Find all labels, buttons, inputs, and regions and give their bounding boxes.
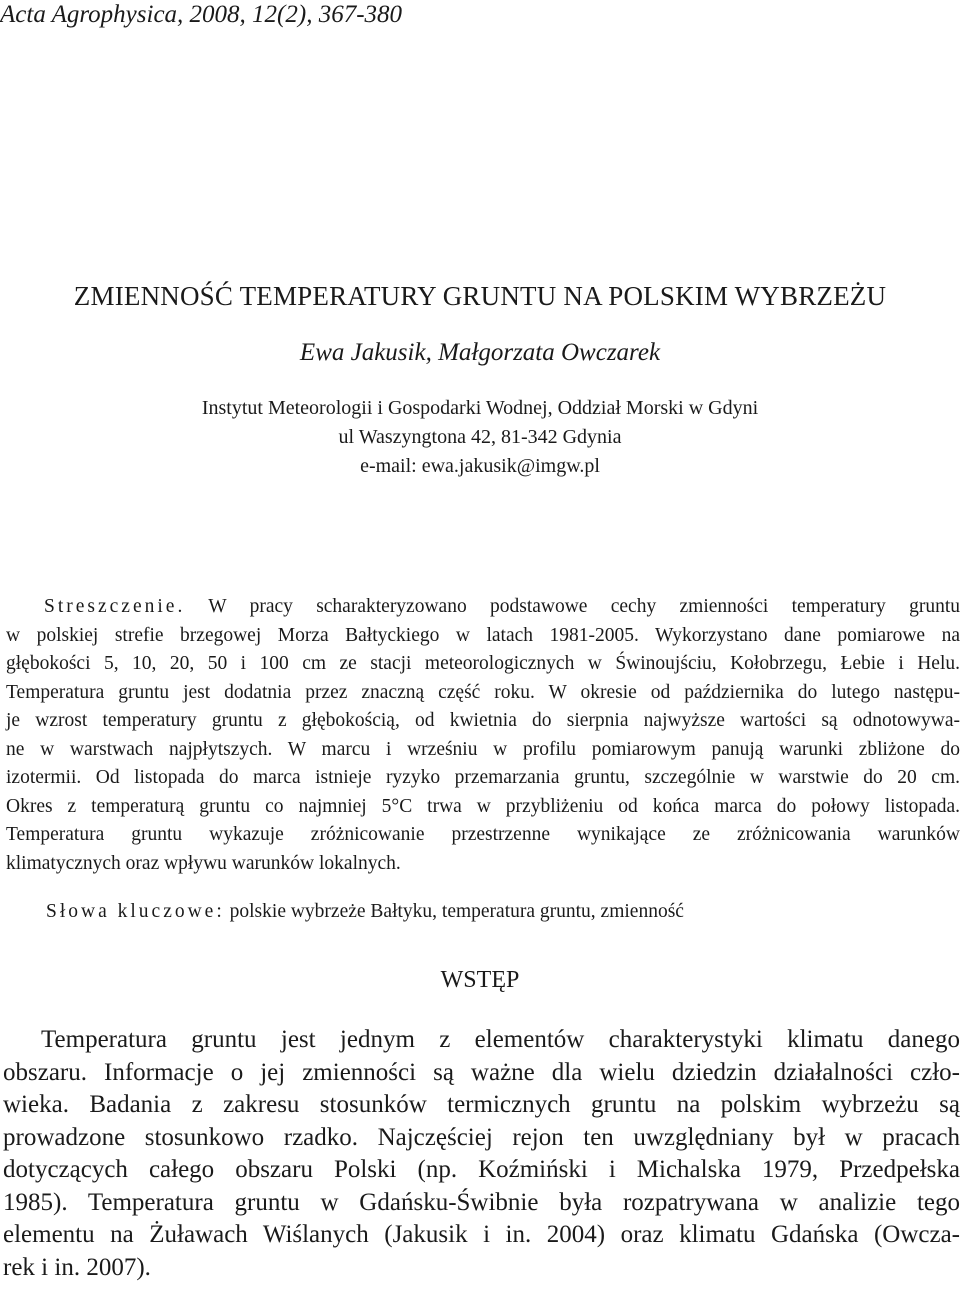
abstract-line	[6, 593, 960, 622]
intro-line: obszaru. Informacje o jej zmienności są ważne dla wielu dziedzin działalności czło-	[3, 1058, 960, 1086]
authors: Ewa Jakusik, Małgorzata Owczarek	[299, 339, 661, 366]
intro-line: dotyczących całego obszaru Polski (np. Koźmiński i Michalska 1979, Przedpełska	[3, 1156, 960, 1183]
abstract-line: ne w warstwach najpłytszych. W marcu i wrześniu w profilu pomiarowym panują warunki zbliżone do	[6, 738, 960, 760]
keywords-text: polskie wybrzeże Bałtyku, temperatura gruntu, zmienność	[229, 901, 684, 922]
intro-line: 1985). Temperatura gruntu w Gdańsku-Świbnie była rozpatrywana w analizie tego	[3, 1188, 960, 1216]
abstract-line: je wzrost temperatury gruntu z głębokością, od kwietnia do sierpnia najwyższe wartości są odnotowywa-	[6, 710, 960, 731]
affiliation-institute: Instytut Meteorologii i Gospodarki Wodnej, Oddział Morski w Gdyni	[201, 397, 759, 419]
keywords-label: Słowa kluczowe:	[46, 901, 225, 922]
abstract-line: izotermii. Od listopada do marca istnieje ryzyko przemarzania gruntu, szczególnie w warstwie do 20 cm.	[6, 767, 960, 788]
intro-line: prowadzone stosunkowo rzadko. Najczęściej rejon ten uwzględniany był w pracach	[3, 1123, 960, 1151]
abstract-line: klimatycznych oraz wpływu warunków lokalnych.	[6, 852, 401, 874]
abstract-label: Streszczenie.	[44, 596, 186, 617]
journal-reference: Acta Agrophysica, 2008, 12(2), 367-380	[0, 1, 403, 28]
abstract-line: głębokości 5, 10, 20, 50 i 100 cm ze stacji meteorologicznych w Świnoujściu, Kołobrzegu, Łebie i Helu.	[6, 653, 960, 674]
intro-line: rek i in. 2007).	[3, 1253, 151, 1281]
abstract-line-text: W pracy scharakteryzowano podstawowe cechy zmienności temperatury gruntu	[208, 596, 960, 617]
abstract-line: Temperatura gruntu wykazuje zróżnicowanie przestrzenne wynikające ze zróżnicowania warunków	[6, 824, 960, 845]
abstract	[6, 593, 960, 878]
keywords	[46, 898, 684, 927]
affiliation-address: ul Waszyngtona 42, 81-342 Gdynia	[338, 426, 622, 448]
intro-paragraph	[3, 1024, 960, 1284]
affiliation	[0, 394, 960, 481]
abstract-line: Temperatura gruntu jest dodatnia przez znaczną część roku. W okresie od października do lutego następu-	[6, 681, 960, 703]
abstract-line: Okres z temperaturą gruntu co najmniej 5°C trwa w przybliżeniu od końca marca do połowy listopada.	[6, 795, 960, 817]
affiliation-email: e-mail: ewa.jakusik@imgw.pl	[360, 455, 600, 477]
section-heading: WSTĘP	[440, 967, 520, 993]
intro-line: wieka. Badania z zakresu stosunków termicznych gruntu na polskim wybrzeżu są	[3, 1091, 960, 1118]
intro-line: elementu na Żuławach Wiślanych (Jakusik i in. 2004) oraz klimatu Gdańska (Owcza-	[3, 1221, 960, 1248]
paper-title: ZMIENNOŚĆ TEMPERATURY GRUNTU NA POLSKIM WYBRZEŻU	[73, 281, 887, 311]
abstract-line: w polskiej strefie brzegowej Morza Bałtyckiego w latach 1981-2005. Wykorzystano dane pomiarowe na	[6, 624, 960, 646]
intro-line: Temperatura gruntu jest jednym z elementów charakterystyki klimatu danego	[41, 1026, 960, 1053]
